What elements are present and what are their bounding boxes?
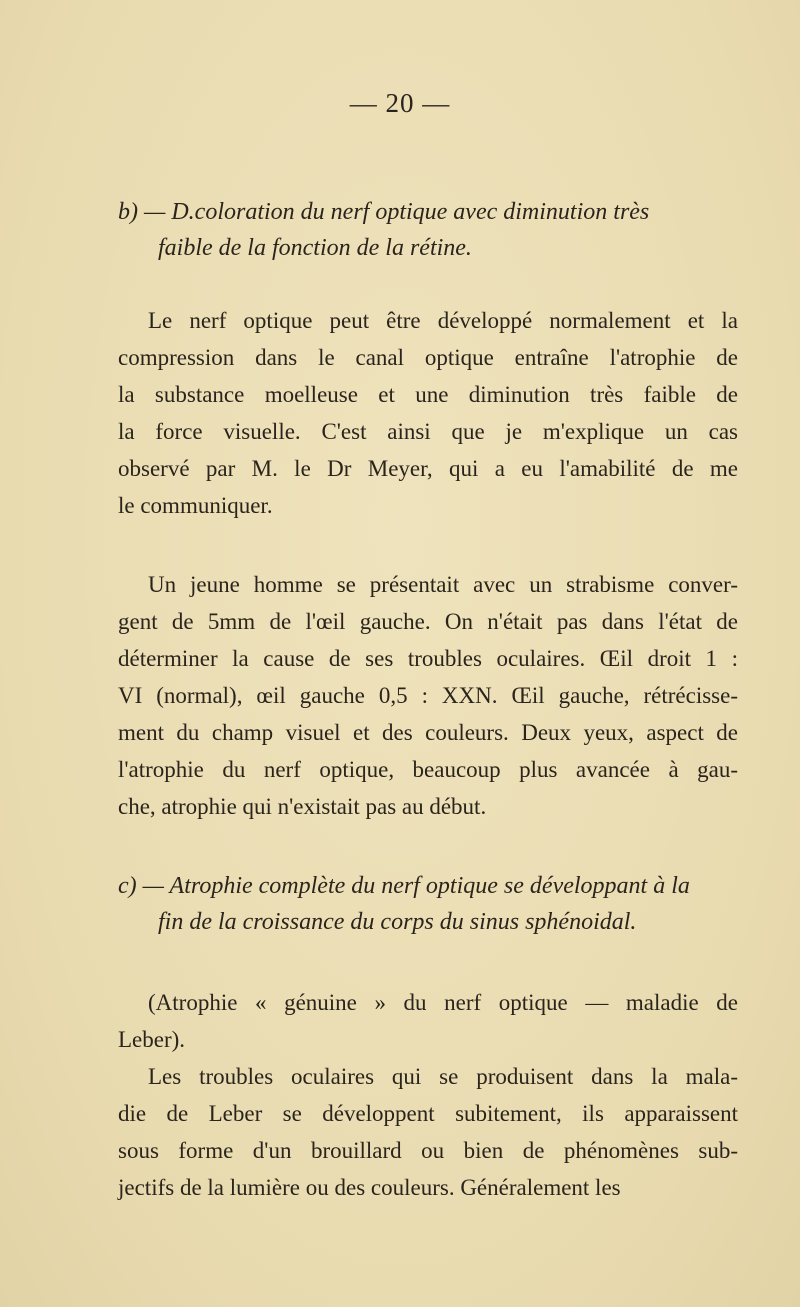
text-line: déterminer la cause de ses troubles oculaires. Œil droit 1 : bbox=[118, 646, 738, 671]
section-b-paragraph-1 bbox=[118, 302, 738, 524]
section-c-heading bbox=[118, 868, 738, 940]
section-c-heading-line-2: fin de la croissance du corps du sinus sphénoidal. bbox=[158, 909, 637, 935]
text-line: la force visuelle. C'est ainsi que je m'explique un cas bbox=[118, 419, 738, 444]
text-line: jectifs de la lumière ou des couleurs. Généralement les bbox=[118, 1175, 621, 1200]
page-number: — 20 — bbox=[349, 88, 451, 118]
text-line: VI (normal), œil gauche 0,5 : XXN. Œil gauche, rétrécisse- bbox=[118, 683, 738, 708]
section-b-heading bbox=[118, 194, 738, 266]
text-line: la substance moelleuse et une diminution très faible de bbox=[118, 382, 738, 407]
section-b-paragraph-2 bbox=[118, 566, 738, 825]
section-b-heading-line-2: faible de la fonction de la rétine. bbox=[158, 235, 472, 261]
text-line: Un jeune homme se présentait avec un strabisme conver- bbox=[148, 572, 738, 597]
text-line: che, atrophie qui n'existait pas au début. bbox=[118, 794, 487, 819]
section-c-paragraph-1 bbox=[118, 984, 738, 1058]
text-line: l'atrophie du nerf optique, beaucoup plus avancée à gau- bbox=[118, 757, 738, 782]
text-line: Les troubles oculaires qui se produisent dans la mala- bbox=[148, 1064, 738, 1089]
text-line: le communiquer. bbox=[118, 493, 273, 518]
text-line: die de Leber se développent subitement, ils apparaissent bbox=[118, 1101, 738, 1126]
text-line: sous forme d'un brouillard ou bien de phénomènes sub- bbox=[118, 1138, 738, 1163]
text-line: compression dans le canal optique entraîne l'atrophie de bbox=[118, 345, 738, 370]
section-b-heading-line-1: b) — D.coloration du nerf optique avec diminution très bbox=[118, 199, 650, 225]
section-c-paragraph-2 bbox=[118, 1058, 738, 1206]
text-line: gent de 5mm de l'œil gauche. On n'était pas dans l'état de bbox=[118, 609, 738, 634]
text-line: Le nerf optique peut être développé normalement et la bbox=[148, 308, 738, 333]
text-line: observé par M. le Dr Meyer, qui a eu l'amabilité de me bbox=[118, 456, 738, 481]
section-c-heading-line-1: c) — Atrophie complète du nerf optique se développant à la bbox=[118, 873, 690, 899]
text-line: ment du champ visuel et des couleurs. Deux yeux, aspect de bbox=[118, 720, 738, 745]
text-line: Leber). bbox=[118, 1027, 186, 1052]
text-line: (Atrophie « génuine » du nerf optique — maladie de bbox=[148, 990, 738, 1015]
